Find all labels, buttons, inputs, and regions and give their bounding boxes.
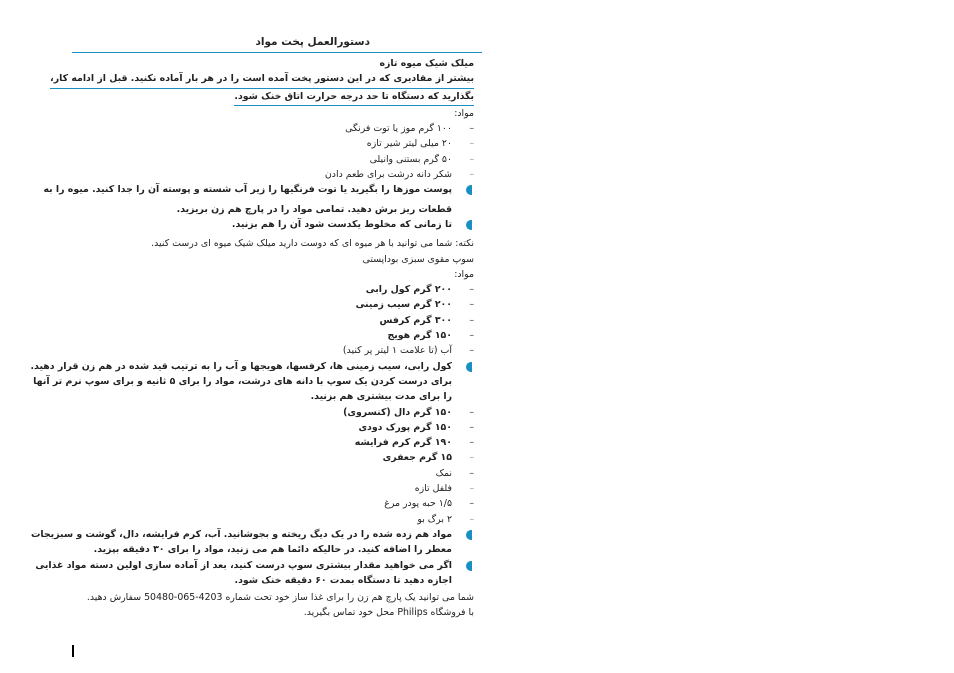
list-item: – ۲۰ میلی لیتر شیر تازه	[366, 138, 474, 150]
step-continuation: اجازه دهید تا دستگاه بمدت ۶۰ دقیقه خنک شود.	[234, 574, 452, 586]
list-item: – فلفل تازه	[414, 483, 474, 495]
step-continuation: قطعات ریز برش دهید. تمامی مواد را در پارچ هم زن بریزید.	[176, 203, 452, 215]
step-item: اگر می خواهید مقدار بیشتری سوپ درست کنید، بعد از آماده سازی اولین دسته مواد غذایی	[72, 558, 474, 573]
step-item: تا زمانی که مخلوط یکدست شود آن را هم بزنید.	[72, 217, 474, 232]
step-item: کول رابی، سیب زمینی ها، کرفسها، هویجها و آب را به ترتیب قید شده در هم زن قرار دهید.	[72, 359, 474, 374]
manual-page	[30, 36, 482, 636]
list-item: – ۲۰۰ گرم سیب زمینی	[355, 299, 474, 311]
step-continuation: را برای مدت بیشتری هم بزنید.	[310, 391, 452, 403]
step-bullet-icon	[466, 530, 472, 540]
step-bullet-icon	[466, 362, 472, 372]
page-number-mark	[72, 645, 74, 657]
recipe1-intro-line2: بگذارید که دستگاه تا حد درجه حرارت اتاق خنک شود.	[234, 89, 474, 106]
footer-order-text: شما می توانید یک پارچ هم زن را برای غذا ساز خود تحت شماره 4203-065-50480 سفارش دهید.	[86, 592, 474, 604]
step-item: مواد هم زده شده را در یک دیگ ریخته و بجوشانید. آب، کرم فرایشه، دال، گوشت و سبزیجات	[72, 527, 474, 542]
list-item: – آب (تا علامت ۱ لیتر پر کنید)	[342, 345, 474, 357]
list-item: – شکر دانه درشت برای طعم دادن	[324, 169, 474, 181]
list-item: – ۱۵۰ گرم دال (کنسروی)	[343, 406, 474, 418]
list-item: – ۲ برگ بو	[417, 513, 474, 525]
list-item: – ۱۰۰ گرم موز یا توت فرنگی	[345, 123, 474, 135]
list-item: – ۱/۵ حبه پودر مرغ	[384, 498, 474, 510]
list-item: – ۱۹۰ گرم کرم فرایشه	[354, 437, 474, 449]
recipe2-ingredients-label: مواد:	[454, 268, 474, 280]
list-item: – ۵۰ گرم بستنی وانیلی	[369, 153, 474, 165]
list-item: – ۲۰۰ گرم کول رابی	[365, 284, 474, 296]
list-item: – ۱۵۰ گرم هویج	[387, 330, 474, 342]
step-bullet-icon	[466, 185, 472, 195]
recipe1-title: میلک شیک میوه تازه	[379, 58, 474, 69]
step-continuation: برای درست کردن یک سوپ با دانه های درشت، مواد را برای ۵ ثانیه و برای سوپ نرم تر آنها	[33, 375, 452, 387]
footer-contact-text: با فروشگاه Philips محل خود تماس بگیرید.	[303, 607, 474, 619]
header-divider	[72, 52, 482, 53]
page-header-title: دستورالعمل پخت مواد	[255, 36, 370, 48]
step-bullet-icon	[466, 220, 472, 230]
list-item: – ۱۵۰ گرم پورک دودی	[358, 421, 474, 433]
step-bullet-icon	[466, 561, 472, 571]
page-body	[30, 56, 474, 621]
recipe1-intro-line1: بیشتر از مقادیری که در این دستور پخت آمده است را در هر بار آماده نکنید. قبل از ادامه کار،	[50, 71, 474, 88]
list-item: – نمک	[435, 467, 474, 479]
step-continuation: معطر را اضافه کنید. در حالیکه دائما هم می زنید، مواد را برای ۳۰ دقیقه بپزید.	[93, 544, 452, 556]
list-item: – ۱۵ گرم جعفری	[382, 452, 474, 464]
recipe1-ingredients-label: مواد:	[454, 107, 474, 119]
recipe2-title: سوپ مقوی سبزی بوداپستی	[362, 253, 474, 265]
recipe1-note: نکته: شما می توانید با هر میوه ای که دوست دارید میلک شیک میوه ای درست کنید.	[151, 238, 474, 250]
step-item: پوست موزها را بگیرید یا توت فرنگیها را زیر آب شسته و پوسته آن را جدا کنید. میوه را به	[72, 182, 474, 197]
list-item: – ۳۰۰ گرم کرفس	[379, 314, 474, 326]
